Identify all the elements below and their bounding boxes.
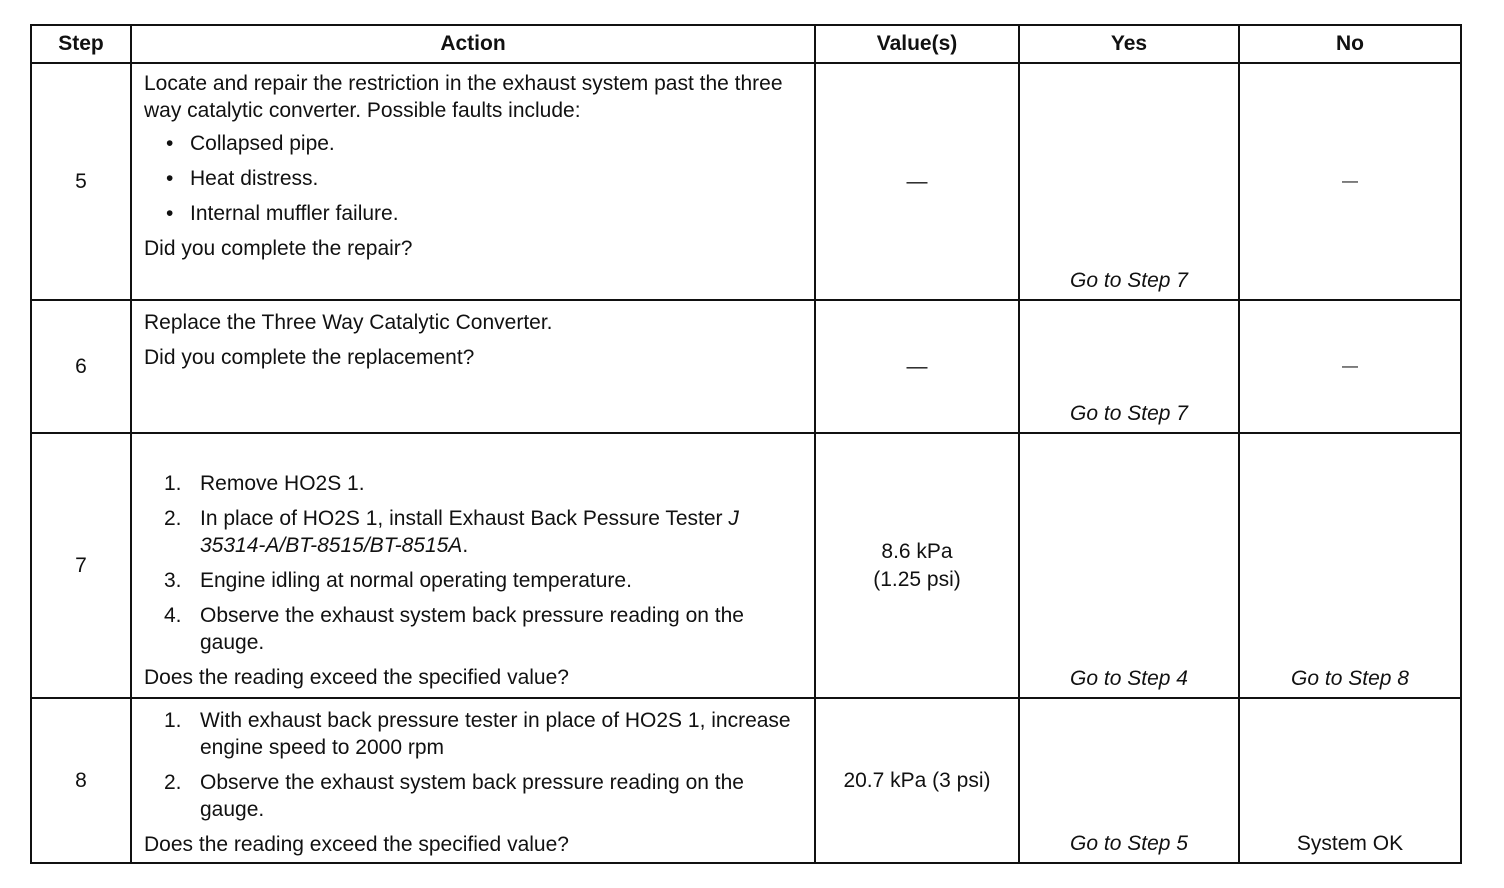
table-row bbox=[31, 300, 1461, 433]
item-text: Observe the exhaust system back pressure reading on the gauge. bbox=[200, 771, 744, 821]
no-cell bbox=[1239, 698, 1461, 863]
list-item bbox=[164, 707, 802, 761]
list-item: • Collapsed pipe. bbox=[166, 130, 802, 157]
header-no: No bbox=[1239, 25, 1461, 63]
action-line: Replace the Three Way Catalytic Converter. bbox=[144, 311, 553, 334]
value-cell bbox=[815, 63, 1019, 300]
action-question: Did you complete the replacement? bbox=[144, 346, 475, 369]
item-number: 2. bbox=[164, 507, 182, 530]
yes-goto: Go to Step 7 bbox=[1070, 402, 1188, 425]
value-text: 20.7 kPa (3 psi) bbox=[843, 768, 991, 792]
item-text: In place of HO2S 1, install Exhaust Back Pessure Tester bbox=[200, 507, 729, 530]
list-item bbox=[164, 505, 802, 559]
value-text: — bbox=[906, 169, 928, 193]
step-number: 7 bbox=[31, 433, 131, 698]
item-text: With exhaust back pressure tester in place of HO2S 1, increase engine speed to 2000 rpm bbox=[200, 709, 791, 759]
header-step: Step bbox=[31, 25, 131, 63]
yes-cell bbox=[1019, 300, 1239, 433]
table-row bbox=[31, 433, 1461, 698]
value-cell bbox=[815, 300, 1019, 433]
header-yes: Yes bbox=[1019, 25, 1239, 63]
procedure-list bbox=[144, 470, 802, 656]
yes-goto: Go to Step 7 bbox=[1070, 269, 1188, 292]
item-number: 2. bbox=[164, 771, 182, 794]
item-text: Engine idling at normal operating temperature. bbox=[200, 569, 632, 592]
list-item: • Internal muffler failure. bbox=[166, 200, 802, 227]
yes-cell bbox=[1019, 433, 1239, 698]
item-text: . bbox=[462, 534, 469, 557]
item-number: 1. bbox=[164, 709, 182, 732]
action-cell bbox=[131, 300, 815, 433]
yes-cell bbox=[1019, 63, 1239, 300]
step-number: 6 bbox=[31, 300, 131, 433]
yes-goto: Go to Step 5 bbox=[1070, 832, 1188, 855]
no-cell bbox=[1239, 300, 1461, 433]
no-cell bbox=[1239, 63, 1461, 300]
action-question: Did you complete the repair? bbox=[144, 237, 413, 260]
item-text: Observe the exhaust system back pressure reading on the gauge. bbox=[200, 604, 744, 654]
value-cell bbox=[815, 698, 1019, 863]
header-action: Action bbox=[131, 25, 815, 63]
no-value: — bbox=[1342, 172, 1358, 190]
action-cell bbox=[131, 63, 815, 300]
tool-number: J 35314-A/BT-8515/BT-8515A bbox=[200, 507, 739, 557]
fault-list bbox=[144, 130, 802, 227]
list-item bbox=[164, 769, 802, 823]
action-question: Does the reading exceed the specified value? bbox=[144, 833, 569, 856]
list-item bbox=[164, 567, 802, 594]
action-intro: Locate and repair the restriction in the exhaust system past the three way catalytic converter. Possible faults include: bbox=[144, 72, 783, 122]
step-number: 8 bbox=[31, 698, 131, 863]
no-result: System OK bbox=[1296, 832, 1404, 855]
value-text: 8.6 kPa bbox=[881, 539, 953, 563]
list-item: • Heat distress. bbox=[166, 165, 802, 192]
item-number: 3. bbox=[164, 569, 182, 592]
action-question: Does the reading exceed the specified value? bbox=[144, 666, 569, 689]
action-cell bbox=[131, 698, 815, 863]
no-value: — bbox=[1342, 357, 1358, 375]
table-row bbox=[31, 63, 1461, 300]
no-goto: Go to Step 8 bbox=[1291, 667, 1409, 690]
no-cell bbox=[1239, 433, 1461, 698]
item-number: 1. bbox=[164, 472, 182, 495]
yes-goto: Go to Step 4 bbox=[1070, 667, 1188, 690]
list-item bbox=[164, 602, 802, 656]
procedure-list bbox=[144, 707, 802, 823]
header-row bbox=[31, 25, 1461, 63]
value-text: — bbox=[906, 354, 928, 378]
action-cell bbox=[131, 433, 815, 698]
list-item bbox=[164, 470, 802, 497]
value-text-secondary: (1.25 psi) bbox=[873, 567, 961, 591]
diagnostic-table bbox=[30, 24, 1462, 864]
item-number: 4. bbox=[164, 604, 182, 627]
yes-cell bbox=[1019, 698, 1239, 863]
table-row bbox=[31, 698, 1461, 863]
header-values: Value(s) bbox=[815, 25, 1019, 63]
step-number: 5 bbox=[31, 63, 131, 300]
value-cell bbox=[815, 433, 1019, 698]
item-text: Remove HO2S 1. bbox=[200, 472, 365, 495]
